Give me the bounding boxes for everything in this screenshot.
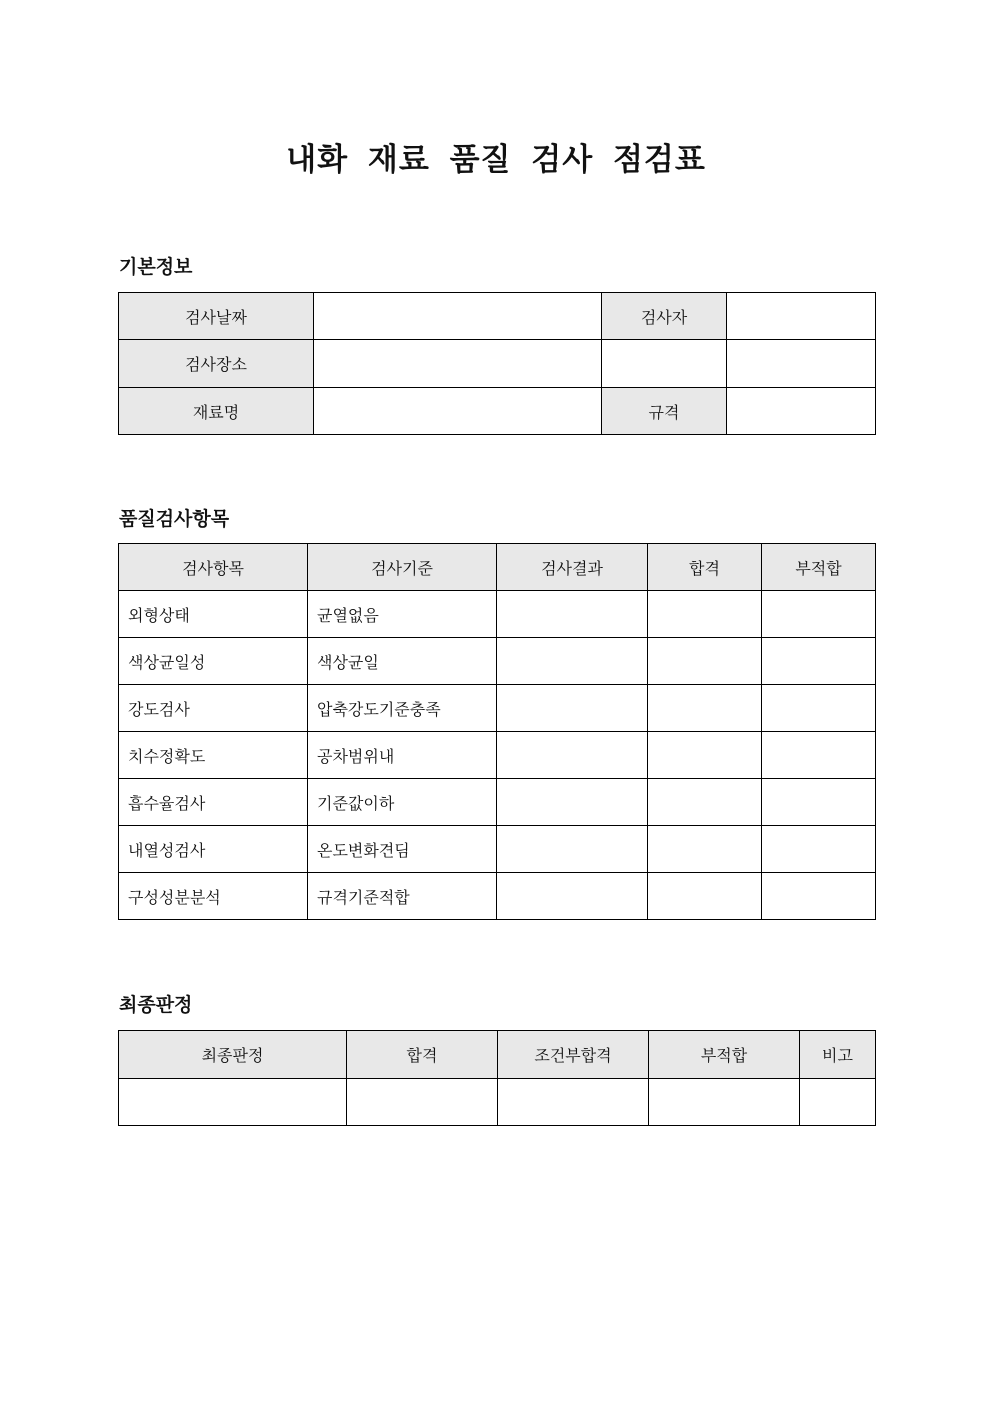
result-cell[interactable] [497,779,648,826]
header-pass: 합격 [648,544,762,591]
final-header-row [119,1031,876,1079]
header-pass: 합격 [347,1031,498,1079]
basic-info-row [119,340,876,388]
criteria-cell: 온도변화견딤 [308,826,497,873]
final-remarks-cell[interactable] [800,1079,876,1126]
inspector-label: 검사자 [602,293,727,340]
basic-info-heading: 기본정보 [119,256,193,278]
blank-label-cell[interactable] [602,340,727,388]
header-result: 검사결과 [497,544,648,591]
item-cell: 색상균일성 [119,638,308,685]
table-row [119,873,876,920]
pass-cell[interactable] [648,685,762,732]
table-row [119,826,876,873]
basic-info-row [119,293,876,340]
inspection-location-label: 검사장소 [119,340,314,388]
table-row [119,638,876,685]
pass-cell[interactable] [648,779,762,826]
criteria-cell: 규격기준적합 [308,873,497,920]
table-row [119,732,876,779]
pass-cell[interactable] [648,873,762,920]
header-remarks: 비고 [800,1031,876,1079]
item-cell: 구성성분분석 [119,873,308,920]
inspection-location-field[interactable] [314,340,602,388]
fail-cell[interactable] [762,638,876,685]
blank-value-cell[interactable] [727,340,876,388]
final-judgment-table [118,1030,876,1126]
specification-label: 규격 [602,388,727,435]
header-inspection-item: 검사항목 [119,544,308,591]
fail-cell[interactable] [762,732,876,779]
specification-field[interactable] [727,388,876,435]
material-name-field[interactable] [314,388,602,435]
document-title: 내화 재료 품질 검사 점검표 [286,142,706,178]
item-cell: 강도검사 [119,685,308,732]
criteria-cell: 색상균일 [308,638,497,685]
quality-items-heading: 품질검사항목 [119,508,230,530]
header-conditional-pass: 조건부합격 [498,1031,649,1079]
item-cell: 외형상태 [119,591,308,638]
header-criteria: 검사기준 [308,544,497,591]
fail-cell[interactable] [762,591,876,638]
final-judgment-cell[interactable] [119,1079,347,1126]
table-row [119,591,876,638]
fail-cell[interactable] [762,779,876,826]
criteria-cell: 기준값이하 [308,779,497,826]
inspection-date-label: 검사날짜 [119,293,314,340]
fail-cell[interactable] [762,685,876,732]
item-cell: 치수정확도 [119,732,308,779]
quality-items-table [118,543,876,920]
final-judgment-heading: 최종판정 [119,994,193,1016]
fail-cell[interactable] [762,826,876,873]
result-cell[interactable] [497,638,648,685]
pass-cell[interactable] [648,638,762,685]
final-conditional-pass-cell[interactable] [498,1079,649,1126]
header-fail: 부적합 [649,1031,800,1079]
table-row [119,779,876,826]
table-row [119,685,876,732]
basic-info-table [118,292,876,435]
quality-header-row [119,544,876,591]
pass-cell[interactable] [648,591,762,638]
inspector-field[interactable] [727,293,876,340]
criteria-cell: 압축강도기준충족 [308,685,497,732]
material-name-label: 재료명 [119,388,314,435]
header-final-judgment: 최종판정 [119,1031,347,1079]
header-fail: 부적합 [762,544,876,591]
result-cell[interactable] [497,826,648,873]
result-cell[interactable] [497,732,648,779]
fail-cell[interactable] [762,873,876,920]
criteria-cell: 균열없음 [308,591,497,638]
criteria-cell: 공차범위내 [308,732,497,779]
inspection-date-field[interactable] [314,293,602,340]
pass-cell[interactable] [648,826,762,873]
result-cell[interactable] [497,685,648,732]
final-value-row [119,1079,876,1126]
result-cell[interactable] [497,873,648,920]
final-fail-cell[interactable] [649,1079,800,1126]
final-pass-cell[interactable] [347,1079,498,1126]
item-cell: 흡수율검사 [119,779,308,826]
item-cell: 내열성검사 [119,826,308,873]
pass-cell[interactable] [648,732,762,779]
result-cell[interactable] [497,591,648,638]
basic-info-row [119,388,876,435]
